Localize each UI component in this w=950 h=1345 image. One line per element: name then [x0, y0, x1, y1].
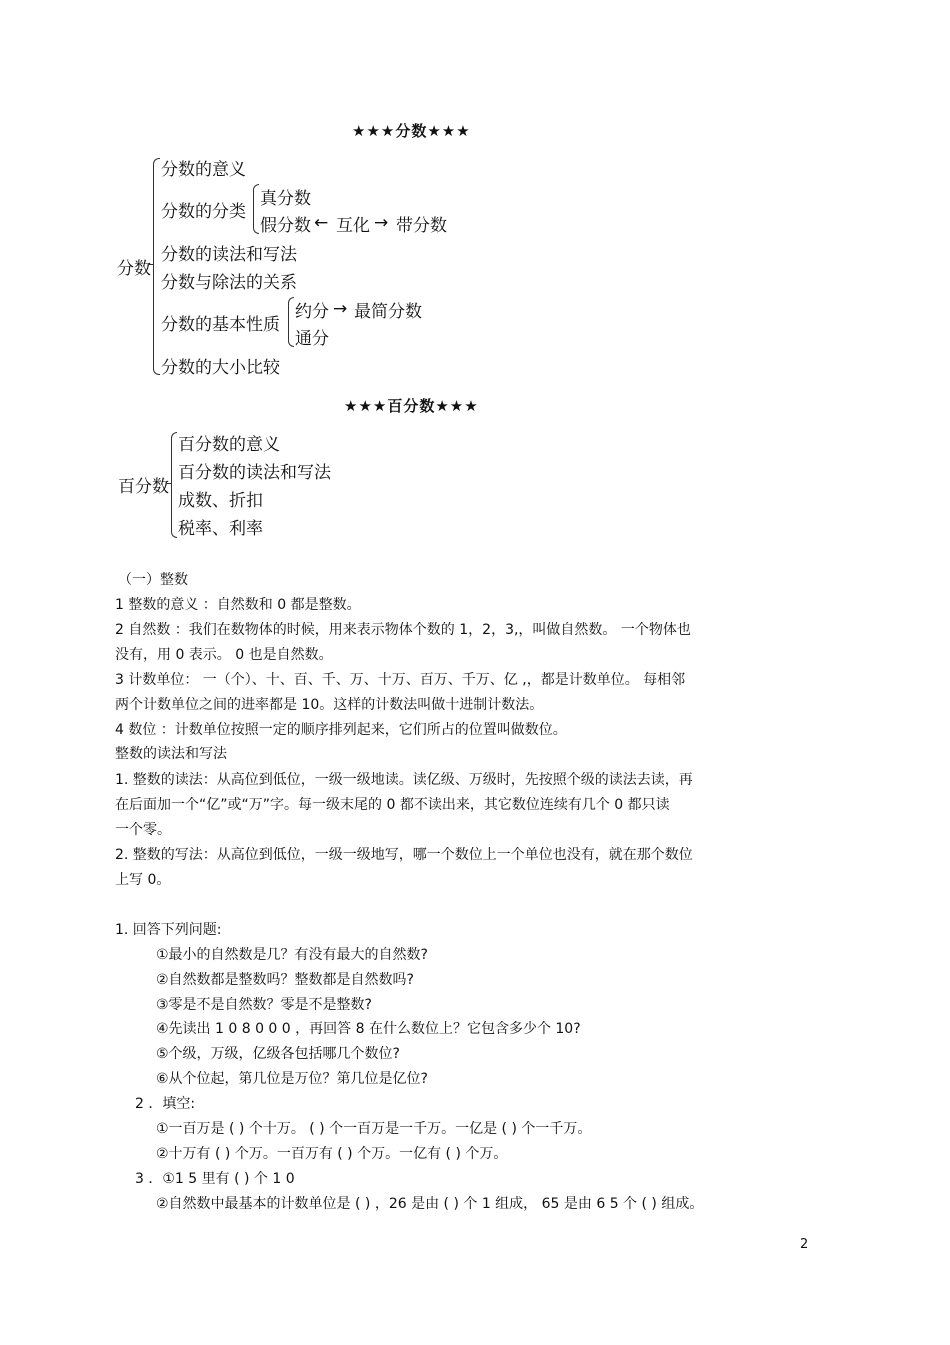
fraction-item-division: 分数与除法的关系	[161, 273, 297, 293]
integer-reading-line-end: 一个零。	[115, 822, 171, 838]
mixed-number: 带分数	[396, 216, 447, 236]
page-number: 2	[800, 1237, 809, 1252]
property-brace	[288, 297, 294, 347]
percent-item-rate: 税率、利率	[178, 519, 263, 539]
integer-line-meaning: 1 整数的意义 ：自然数和 0 都是整数。	[115, 597, 361, 613]
percent-root: 百分数	[118, 477, 169, 497]
fraction-item-property: 分数的基本性质	[161, 315, 280, 335]
integer-heading: （一）整数	[118, 572, 188, 588]
exercise-2-head: 2 ．填空:	[135, 1096, 196, 1112]
fraction-item-classification: 分数的分类	[161, 202, 246, 222]
exercise-1-item: ⑤个级，万级，亿级各包括哪几个数位?	[156, 1046, 400, 1062]
integer-writing-line-cont: 上写 0。	[115, 872, 171, 888]
exercise-2-item: ②十万有 ( ) 个万。一百万有 ( ) 个万。一亿有 ( ) 个万。	[156, 1146, 508, 1162]
exercise-1-item: ④先读出 1 0 8 0 0 0 ，再回答 8 在什么数位上？它包含多少个 10?	[156, 1021, 581, 1037]
improper-fraction: 假分数	[260, 216, 311, 236]
fraction-main-brace-tip	[148, 264, 153, 265]
integer-writing-line: 2. 整数的写法：从高位到低位，一级一级地写，哪一个数位上一个单位也没有，就在那个数位	[115, 847, 693, 863]
arrow-right-icon: →	[374, 213, 389, 233]
exercise-1-head: 1. 回答下列问题:	[115, 922, 222, 938]
percent-brace-tip	[166, 483, 171, 484]
exercise-1-item: ③零是不是自然数？零是不是整数?	[156, 997, 372, 1013]
percent-item-meaning: 百分数的意义	[178, 435, 280, 455]
percent-brace	[171, 432, 177, 538]
integer-line-units: 3 计数单位： 一（个）、十、百、千、万、十万、百万、千万、亿 ,，都是计数单位。 每相邻	[115, 672, 686, 688]
percent-item-read-write: 百分数的读法和写法	[178, 463, 331, 483]
integer-line-natural-cont: 没有，用 0 表示。 0 也是自然数。	[115, 647, 333, 663]
classification-brace	[253, 184, 259, 234]
common-denominator: 通分	[295, 329, 329, 349]
integer-reading-line: 1. 整数的读法：从高位到低位，一级一级地读。读亿级、万级时，先按照个级的读法去读，再	[115, 772, 693, 788]
integer-line-units-cont: 两个计数单位之间的进率都是 10。这样的计数法叫做十进制计数法。	[115, 697, 544, 713]
arrow-left-icon: ←	[314, 213, 329, 233]
fraction-item-compare: 分数的大小比较	[161, 358, 280, 378]
exercise-1-item: ⑥从个位起，第几位是万位？第几位是亿位?	[156, 1071, 428, 1087]
integer-read-write-heading: 整数的读法和写法	[115, 746, 227, 762]
fraction-root: 分数	[117, 259, 151, 279]
exercise-1-item: ①最小的自然数是几？有没有最大的自然数?	[156, 947, 428, 963]
exercise-3-head: 3 ．①1 5 里有 ( ) 个 1 0	[135, 1171, 295, 1187]
reduce-fraction: 约分	[295, 302, 329, 322]
fraction-main-brace	[153, 158, 160, 375]
integer-line-natural: 2 自然数 ：我们在数物体的时候，用来表示物体个数的 1，2，3,，叫做自然数。 一个物体也	[115, 622, 691, 638]
percent-item-discount: 成数、折扣	[178, 491, 263, 511]
fraction-title: ★★★分数★★★	[352, 122, 471, 140]
arrow-right-icon: →	[333, 299, 348, 319]
percent-title: ★★★百分数★★★	[344, 397, 479, 415]
integer-line-place: 4 数位 ：计数单位按照一定的顺序排列起来，它们所占的位置叫做数位。	[115, 722, 567, 738]
fraction-item-read-write: 分数的读法和写法	[161, 245, 297, 265]
proper-fraction: 真分数	[260, 189, 311, 209]
simplest-fraction: 最简分数	[354, 302, 422, 322]
mutual-conversion: 互化	[336, 216, 370, 236]
exercise-1-item: ②自然数都是整数吗？整数都是自然数吗?	[156, 972, 414, 988]
exercise-3-item: ②自然数中最基本的计数单位是 ( ) ，26 是由 ( ) 个 1 组成， 65 是由 6 5 个 ( ) 组成。	[156, 1196, 704, 1212]
integer-reading-line-cont: 在后面加一个“亿”或“万”字。每一级末尾的 0 都不读出来，其它数位连续有几个 0 都只读	[115, 797, 670, 813]
exercise-2-item: ①一百万是 ( ) 个十万。 ( ) 个一百万是一千万。一亿是 ( ) 个一千万。	[156, 1121, 592, 1137]
fraction-item-meaning: 分数的意义	[161, 160, 246, 180]
